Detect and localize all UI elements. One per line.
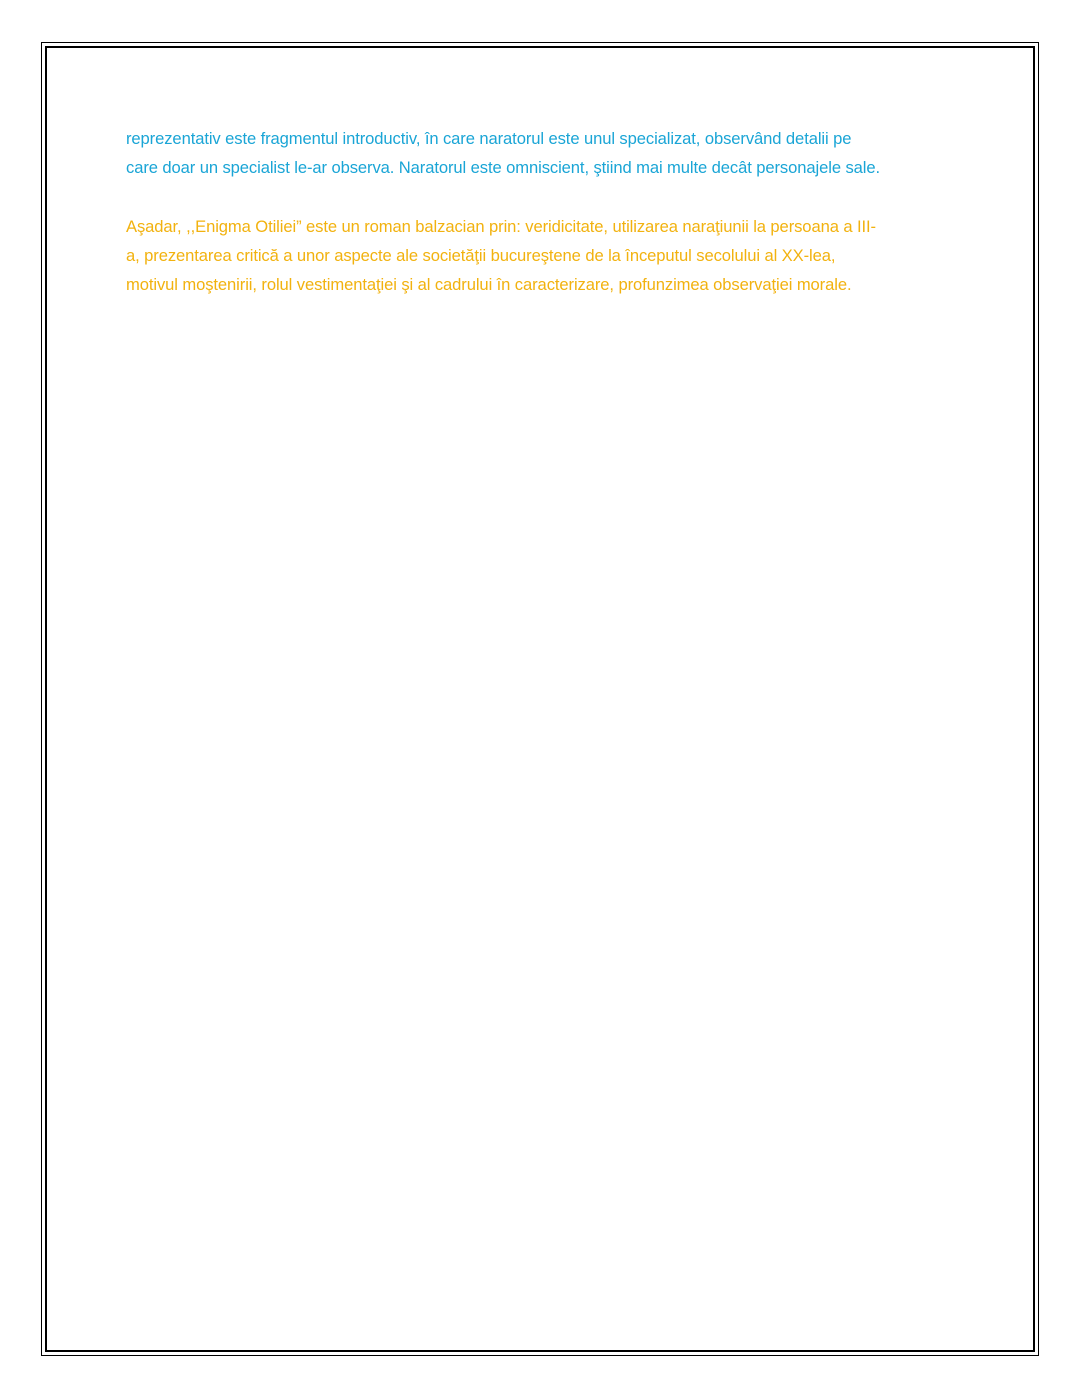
paragraph-narrator [126,124,956,182]
text-line: reprezentativ este fragmentul introductiv, în care naratorul este unul specializat, observând detalii pe [126,129,852,148]
text-line: care doar un specialist le-ar observa. Naratorul este omniscient, ştiind mai multe decât personajele sale. [126,158,881,177]
text-line: a, prezentarea critică a unor aspecte ale societăţii bucureştene de la începutul secolului al XX-lea, [126,246,836,265]
text-line: Aşadar, ,,Enigma Otiliei” este un roman balzacian prin: veridicitate, utilizarea naraţiunii la persoana a III- [126,217,876,236]
paragraph-conclusion [126,212,956,299]
document-body [126,124,956,299]
text-line: motivul moştenirii, rolul vestimentaţiei şi al cadrului în caracterizare, profunzimea observaţiei morale. [126,275,852,294]
